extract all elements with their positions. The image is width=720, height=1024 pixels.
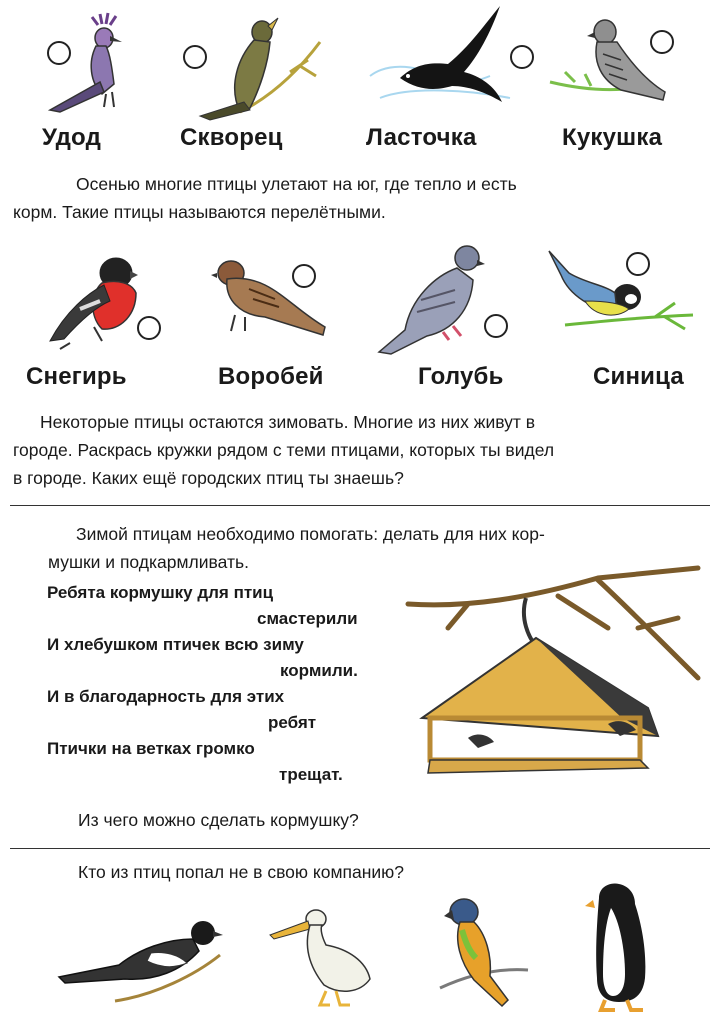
divider (10, 848, 710, 849)
bullfinch-icon (40, 245, 150, 350)
poem-line: ребят (268, 713, 317, 732)
paragraph-line: Осенью многие птицы улетают на юг, где тепло и есть (76, 174, 517, 194)
label-titmouse: Синица (593, 363, 684, 390)
magpie-icon (55, 905, 225, 1005)
paragraph-line: корм. Такие птицы называются перелётными. (13, 202, 386, 222)
starling-icon (180, 12, 330, 122)
divider (10, 505, 710, 506)
paragraph-line: Некоторые птицы остаются зимовать. Многие из них живут в (40, 412, 536, 432)
swallow-icon (360, 6, 530, 116)
poem-line: Ребята кормушку для птиц (47, 583, 274, 602)
penguin-icon (585, 878, 665, 1013)
pelican-icon (270, 905, 380, 1010)
paragraph-wintering (13, 408, 713, 492)
circle-bullfinch[interactable] (137, 316, 161, 340)
titmouse-icon (545, 245, 695, 355)
paragraph-line: мушки и подкармливать. (48, 552, 249, 572)
paragraph-line: городе. Раскрась кружки рядом с теми птицами, которых ты видел (13, 440, 555, 460)
poem-line: смастерили (257, 609, 358, 628)
paragraph-line: в городе. Каких ещё городских птиц ты знаешь? (13, 468, 404, 488)
poem-line: кормили. (280, 661, 358, 680)
label-pigeon: Голубь (418, 363, 504, 390)
poem-line: трещат. (279, 765, 343, 784)
label-starling: Скворец (180, 124, 283, 151)
cuckoo-icon (545, 10, 675, 110)
bird-feeder-icon (408, 568, 708, 798)
paragraph-line: Зимой птицам необходимо помогать: делать для них кор- (76, 524, 545, 544)
poem-line: Птички на ветках громко (47, 739, 255, 758)
circle-pigeon[interactable] (484, 314, 508, 338)
label-swallow: Ласточка (366, 124, 477, 151)
poem (47, 580, 407, 788)
label-bullfinch: Снегирь (26, 363, 127, 390)
circle-swallow[interactable] (510, 45, 534, 69)
circle-titmouse[interactable] (626, 252, 650, 276)
hoopoe-icon (40, 12, 150, 117)
circle-sparrow[interactable] (292, 264, 316, 288)
label-sparrow: Воробей (218, 363, 324, 390)
question-odd-one-out: Кто из птиц попал не в свою компанию? (78, 862, 405, 882)
poem-line: И в благодарность для этих (47, 687, 285, 706)
label-cuckoo: Кукушка (562, 124, 663, 151)
question-feeder: Из чего можно сделать кормушку? (78, 810, 359, 830)
pigeon-icon (375, 240, 495, 360)
label-hoopoe: Удод (42, 124, 102, 151)
parrot-icon (440, 890, 530, 1010)
paragraph-migratory (13, 170, 713, 226)
poem-line: И хлебушком птичек всю зиму (47, 635, 304, 654)
